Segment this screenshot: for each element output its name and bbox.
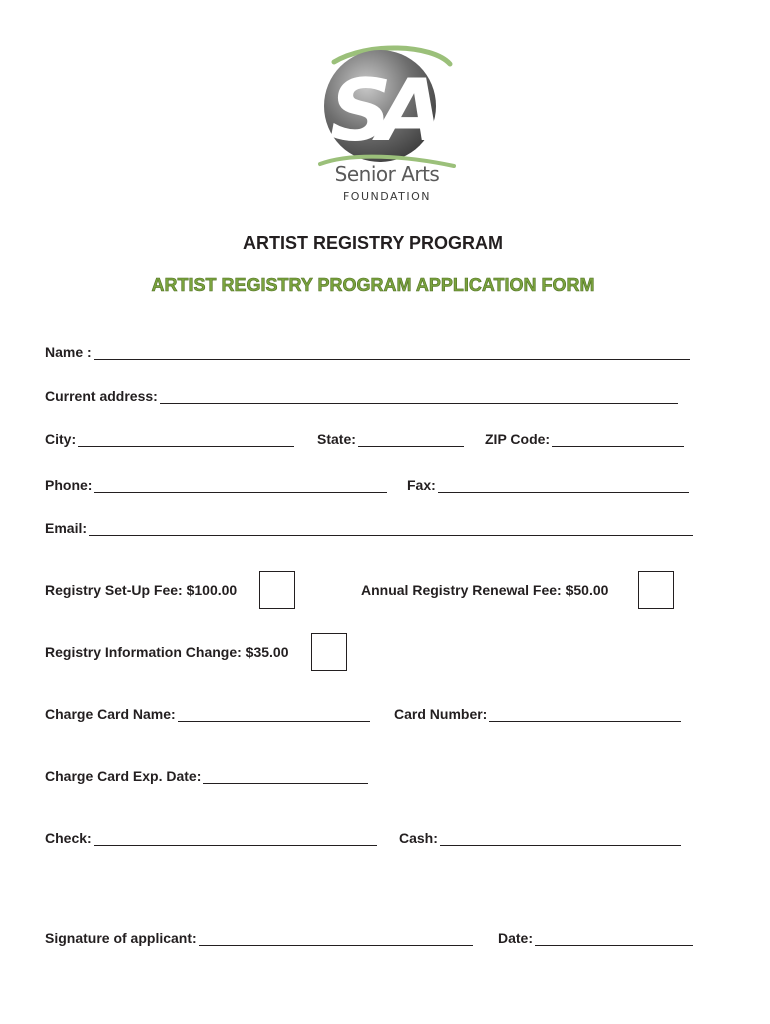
name-label: Name :	[45, 344, 92, 360]
check-row	[45, 830, 377, 846]
city-field[interactable]	[78, 432, 294, 447]
cash-field[interactable]	[440, 831, 681, 846]
setup-fee-checkbox[interactable]	[259, 571, 295, 609]
renewal-fee-row	[361, 582, 608, 598]
card-exp-row	[45, 768, 368, 784]
cash-row	[399, 830, 681, 846]
zip-label: ZIP Code:	[485, 431, 551, 447]
name-row	[45, 344, 690, 360]
state-row	[317, 431, 464, 447]
address-label: Current address:	[45, 388, 158, 404]
check-label: Check:	[45, 830, 92, 846]
city-label: City:	[45, 431, 77, 447]
date-label: Date:	[498, 930, 534, 946]
card-name-label: Charge Card Name:	[45, 706, 176, 722]
phone-row	[45, 477, 387, 493]
card-number-field[interactable]	[489, 707, 681, 722]
email-row	[45, 520, 693, 536]
card-number-row	[394, 706, 681, 722]
page-title: ARTIST REGISTRY PROGRAM	[242, 233, 503, 253]
signature-row	[45, 930, 473, 946]
phone-label: Phone:	[45, 477, 93, 493]
senior-arts-logo	[312, 44, 462, 209]
signature-label: Signature of applicant:	[45, 930, 197, 946]
svg-text:SA: SA	[329, 61, 431, 161]
info-change-row	[45, 644, 289, 660]
state-field[interactable]	[358, 432, 464, 447]
card-name-row	[45, 706, 370, 722]
state-label: State:	[317, 431, 356, 447]
info-change-label: Registry Information Change: $35.00	[45, 644, 289, 660]
card-exp-field[interactable]	[203, 769, 368, 784]
email-label: Email:	[45, 520, 88, 536]
card-exp-label: Charge Card Exp. Date:	[45, 768, 202, 784]
setup-fee-label: Registry Set-Up Fee: $100.00	[45, 582, 238, 598]
email-field[interactable]	[89, 521, 693, 536]
renewal-fee-label: Annual Registry Renewal Fee: $50.00	[361, 582, 609, 598]
logo-name: Senior Arts	[334, 162, 440, 186]
city-row	[45, 431, 294, 447]
address-field[interactable]	[160, 389, 678, 404]
sa-circle-logo-icon	[312, 44, 462, 174]
zip-field[interactable]	[552, 432, 684, 447]
fax-label: Fax:	[407, 477, 436, 493]
phone-field[interactable]	[94, 478, 387, 493]
renewal-fee-checkbox[interactable]	[638, 571, 674, 609]
fax-row	[407, 477, 689, 493]
name-field[interactable]	[94, 345, 690, 360]
logo-subname: FOUNDATION	[342, 190, 432, 203]
date-row	[498, 930, 693, 946]
setup-fee-row	[45, 582, 237, 598]
date-field[interactable]	[535, 931, 693, 946]
check-field[interactable]	[94, 831, 377, 846]
card-number-label: Card Number:	[394, 706, 488, 722]
zip-row	[485, 431, 684, 447]
address-row	[45, 388, 678, 404]
card-name-field[interactable]	[178, 707, 370, 722]
info-change-checkbox[interactable]	[311, 633, 347, 671]
signature-field[interactable]	[199, 931, 473, 946]
cash-label: Cash:	[399, 830, 438, 846]
form-subtitle: ARTIST REGISTRY PROGRAM APPLICATION FORM	[151, 275, 595, 295]
fax-field[interactable]	[438, 478, 689, 493]
